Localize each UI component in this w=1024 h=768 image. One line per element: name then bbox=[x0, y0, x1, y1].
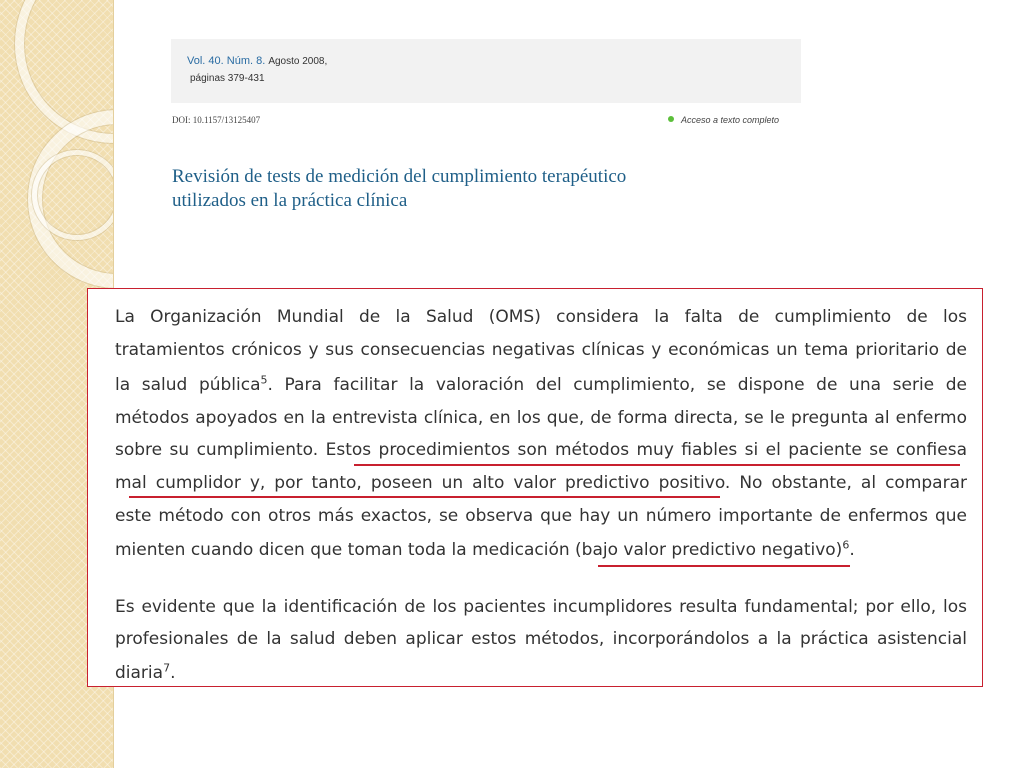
text-line: Es evidente que la identificación de los pacientes incumplidores resulta fundamental; por ello, los bbox=[115, 597, 967, 617]
journal-header-box bbox=[171, 39, 801, 103]
article-title-line: Revisión de tests de medición del cumplimiento terapéutico bbox=[172, 166, 627, 187]
text-line: métodos apoyados en la entrevista clínica, en los que, de forma directa, se le pregunta al enfermo bbox=[115, 408, 967, 428]
text-span: mienten cuando dicen que toman toda la medicación (bajo valor predictivo negativo) bbox=[115, 540, 843, 560]
text-line: mal cumplidor y, por tanto, poseen un alto valor predictivo positivo. No obstante, al comparar bbox=[115, 473, 967, 493]
footnote-ref: 7 bbox=[163, 661, 171, 675]
text-span: diaria bbox=[115, 663, 164, 683]
green-dot-icon bbox=[668, 116, 674, 122]
highlighted-excerpt-box bbox=[87, 288, 983, 687]
doi-label: DOI: 10.1157/13125407 bbox=[172, 115, 261, 125]
full-text-access-link[interactable] bbox=[668, 115, 779, 125]
text-span: la salud pública bbox=[115, 375, 261, 395]
footnote-ref: 5 bbox=[260, 373, 268, 387]
text-line: profesionales de la salud deben aplicar estos métodos, incorporándolos a la práctica asistencial bbox=[115, 629, 967, 649]
text-line: tratamientos crónicos y sus consecuencias negativas clínicas y económicas un tema prioritario de bbox=[115, 340, 967, 360]
text-span: . Para facilitar la valoración del cumplimiento, se dispone de una serie de bbox=[267, 375, 967, 395]
issue-date: Agosto 2008, bbox=[268, 56, 328, 67]
article-title bbox=[172, 165, 772, 213]
article-title-line: utilizados en la práctica clínica bbox=[172, 190, 408, 211]
text-line bbox=[115, 369, 967, 402]
access-label: Acceso a texto completo bbox=[681, 115, 780, 125]
page-range: páginas 379-431 bbox=[190, 73, 265, 84]
volume-number: Vol. 40. Núm. 8. bbox=[187, 55, 266, 67]
text-line bbox=[115, 657, 967, 690]
text-line: La Organización Mundial de la Salud (OMS) considera la falta de cumplimiento de los bbox=[115, 307, 967, 327]
text-span: . bbox=[849, 540, 855, 560]
text-line: sobre su cumplimiento. Estos procedimientos son métodos muy fiables si el paciente se confiesa bbox=[115, 440, 967, 460]
footnote-ref: 6 bbox=[842, 538, 850, 552]
decorative-ring bbox=[32, 150, 114, 240]
red-underline bbox=[354, 464, 960, 466]
journal-volume bbox=[187, 55, 327, 67]
text-span: . bbox=[170, 663, 176, 683]
red-underline bbox=[598, 565, 850, 567]
text-line: este método con otros más exactos, se observa que hay un número importante de enfermos que bbox=[115, 506, 967, 526]
red-underline bbox=[129, 496, 720, 498]
text-line bbox=[115, 534, 967, 567]
